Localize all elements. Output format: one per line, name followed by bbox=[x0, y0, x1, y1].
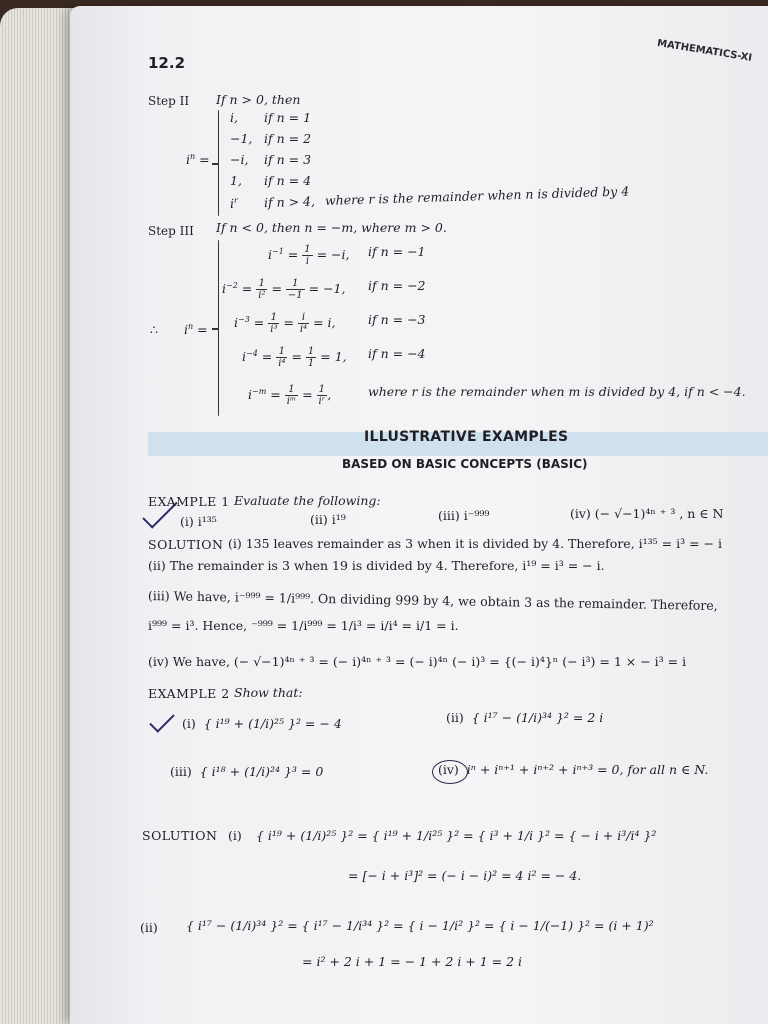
example2-solution-1-line-1: { i¹⁹ + (1/i)²⁵ }² = { i¹⁹ + 1/i²⁵ }² = { i³ + 1/i }² = { − i + i³/i⁴ }² bbox=[256, 828, 657, 843]
example1-solution-line-5: (iv) We have, (− √−1)⁴ⁿ ⁺ ³ = (− i)⁴ⁿ ⁺ ³ = (− i)⁴ⁿ (− i)³ = {(− i)⁴}ⁿ (− i³) = 1 × − i³ = i bbox=[148, 654, 687, 669]
step2-lhs: $i^n$ = bbox=[186, 152, 210, 168]
section-number: 12.2 bbox=[148, 54, 186, 72]
subject-header: MATHEMATICS-XI bbox=[656, 38, 753, 64]
example2-label: EXAMPLE 2 bbox=[148, 686, 230, 701]
step2-case-1: i, if n = 1 bbox=[230, 110, 312, 125]
step3-row-5: $i^{-m}$ = $\frac{1}{\text{iᵐ}}$ = $\frac{1}{\text{iʳ}}$ , where r is the remainder when m is divided by 4, if n < −4. bbox=[248, 384, 746, 407]
example2-solution-label: SOLUTION bbox=[142, 828, 218, 843]
step3-row-4: $i^{-4}$ = $\frac{1}{\text{i⁴}}$ = $\frac{1}{1}$ = 1, if n = −4 bbox=[242, 346, 426, 369]
example1-solution-line-4: i⁹⁹⁹ = i³. Hence, ⁻⁹⁹⁹ = 1/i⁹⁹⁹ = 1/i³ = i/i⁴ = i/1 = i. bbox=[148, 618, 459, 633]
example1-solution-line-2: (ii) The remainder is 3 when 19 is divided by 4. Therefore, i¹⁹ = i³ = − i. bbox=[148, 558, 605, 573]
example1-prompt: Evaluate the following: bbox=[234, 493, 381, 508]
step3-row-3: $i^{-3}$ = $\frac{1}{\text{i³}}$ = $\frac{i}{\text{i⁴}}$ = i, if n = −3 bbox=[234, 312, 426, 335]
example1-solution-line-3: (iii) We have, i⁻⁹⁹⁹ = 1/i⁹⁹⁹. On dividing 999 by 4, we obtain 3 as the remainder. Therefore, bbox=[147, 588, 718, 613]
step3-row-2: $i^{-2}$ = $\frac{1}{\text{i²}}$ = $\frac{1}{-1}$ = −1, if n = −2 bbox=[222, 278, 426, 301]
banner-subtitle: BASED ON BASIC CONCEPTS (BASIC) bbox=[342, 457, 588, 471]
example1-label: EXAMPLE 1 bbox=[148, 494, 230, 509]
therefore-symbol: ∴ bbox=[150, 322, 158, 337]
step3-brace bbox=[218, 240, 219, 416]
example1-part-3: (iii) i⁻⁹⁹⁹ bbox=[438, 508, 490, 523]
step2-case-2: −1, if n = 2 bbox=[230, 131, 312, 146]
step3-intro: If n < 0, then n = −m, where m > 0. bbox=[216, 220, 447, 235]
example2-solution-2-line-1: { i¹⁷ − (1/i)³⁴ }² = { i¹⁷ − 1/i³⁴ }² = { i − 1/i² }² = { i − 1/(−1) }² = (i + 1)² bbox=[186, 918, 654, 933]
step2-brace bbox=[218, 110, 219, 216]
example2-solution-2-line-2: = i² + 2 i + 1 = − 1 + 2 i + 1 = 2 i bbox=[302, 954, 523, 969]
example1-part-2: (ii) i¹⁹ bbox=[310, 512, 346, 527]
banner-title: ILLUSTRATIVE EXAMPLES bbox=[364, 429, 569, 445]
example2-part-3: (iii) { i¹⁸ + (1/i)²⁴ }³ = 0 bbox=[170, 764, 324, 779]
example2-part-4: (iv) iⁿ + iⁿ⁺¹ + iⁿ⁺² + iⁿ⁺³ = 0, for all n ∈ N. bbox=[438, 762, 709, 777]
step2-label: Step II bbox=[148, 94, 190, 108]
step2-intro: If n > 0, then bbox=[216, 92, 301, 107]
step3-label: Step III bbox=[148, 224, 194, 238]
step3-row-1: $i^{-1}$ = $\frac{1}{i}$ = −i, if n = −1 bbox=[268, 244, 426, 267]
step2-case-5: $i^r$ if n > 4, where r is the remainder when n is divided by 4 bbox=[229, 183, 630, 212]
step2-case-3: −i, if n = 3 bbox=[230, 152, 312, 167]
example2-solution-2-num: (ii) bbox=[140, 920, 158, 935]
example2-part-2: (ii) { i¹⁷ − (1/i)³⁴ }² = 2 i bbox=[446, 710, 604, 725]
check-mark-icon bbox=[149, 707, 174, 732]
example2-solution-1-num: (i) bbox=[228, 828, 242, 843]
example1-solution-line-1: (i) 135 leaves remainder as 3 when it is divided by 4. Therefore, i¹³⁵ = i³ = − i bbox=[228, 536, 722, 551]
step2-case-4: 1, if n = 4 bbox=[230, 173, 312, 188]
example1-part-1: (i) i¹³⁵ bbox=[180, 514, 217, 529]
step3-lhs: $i^n$ = bbox=[184, 322, 208, 338]
example2-part-1: (i) { i¹⁹ + (1/i)²⁵ }² = − 4 bbox=[182, 716, 342, 731]
example1-part-4: (iv) (− √−1)⁴ⁿ ⁺ ³ , n ∈ N bbox=[570, 506, 724, 521]
book-page bbox=[70, 6, 768, 1024]
example1-solution-label: SOLUTION bbox=[148, 537, 224, 552]
example2-solution-1-line-2: = [− i + i³]² = (− i − i)² = 4 i² = − 4. bbox=[348, 868, 582, 883]
example2-prompt: Show that: bbox=[234, 685, 303, 700]
